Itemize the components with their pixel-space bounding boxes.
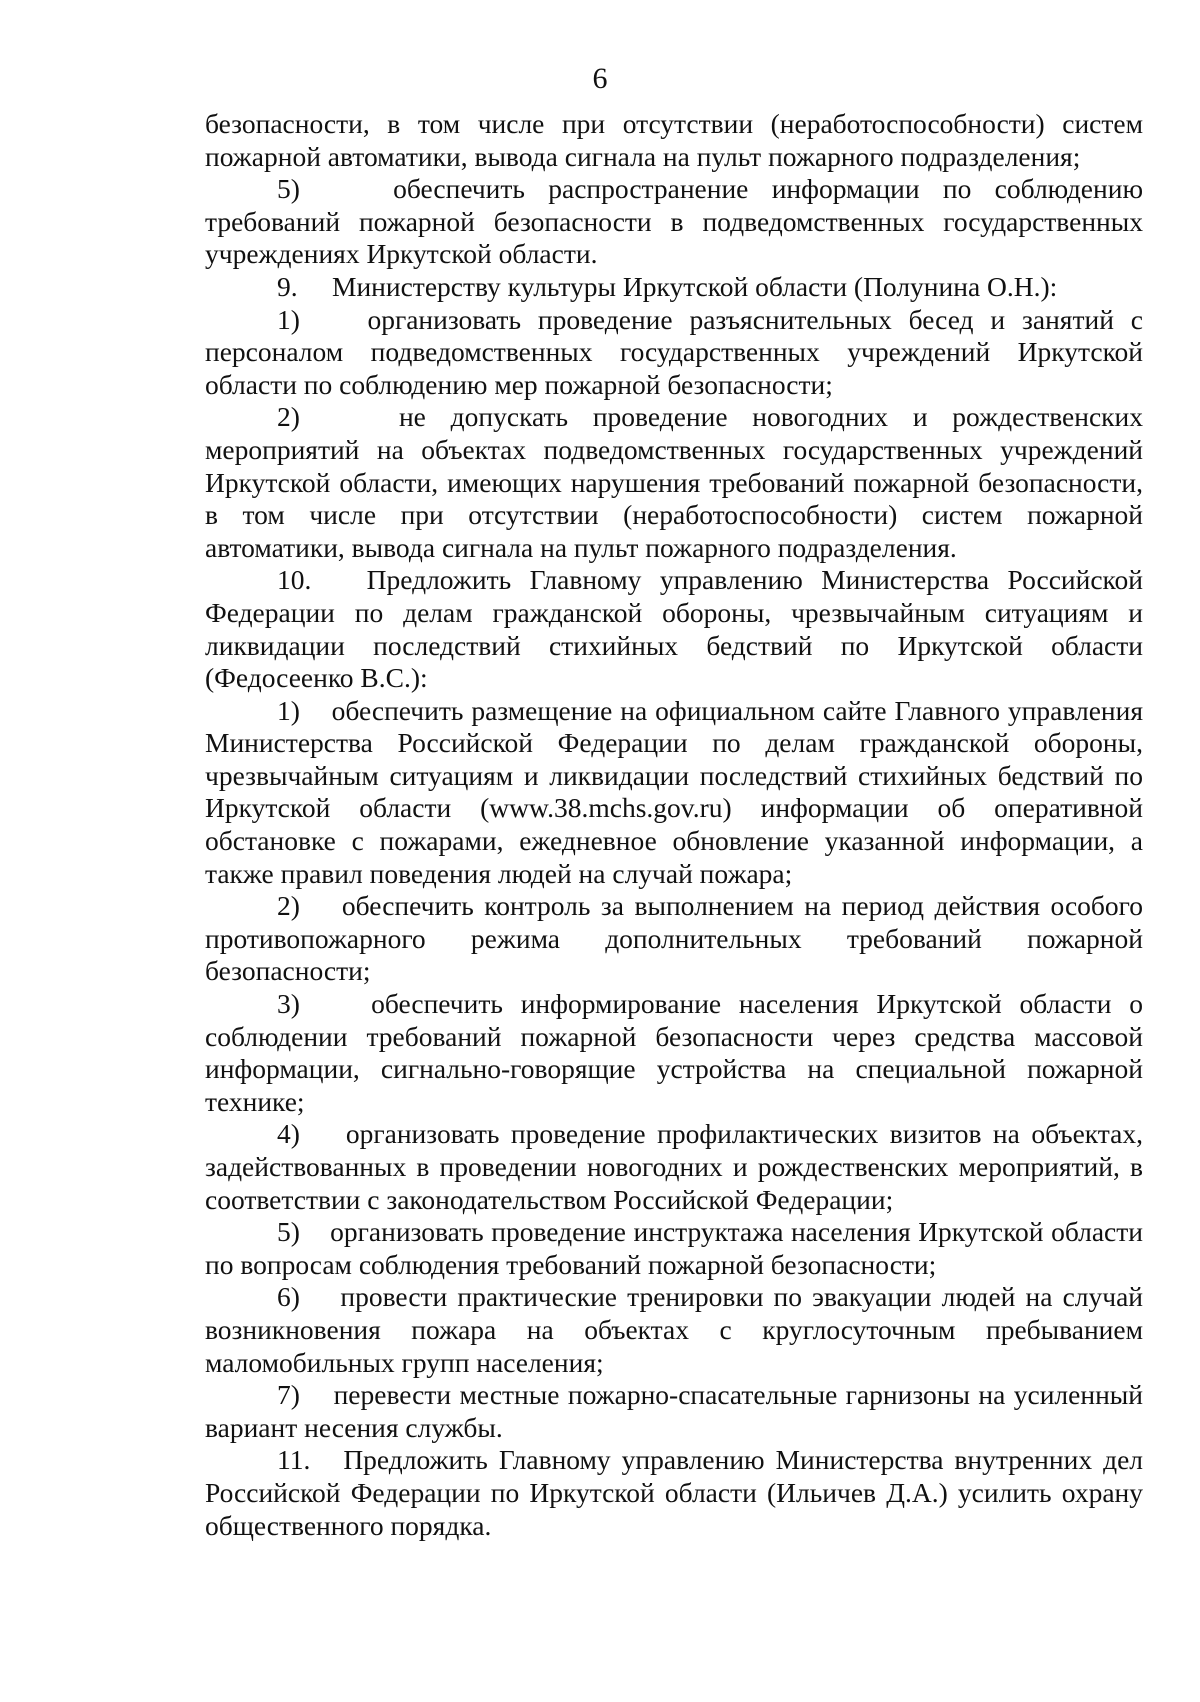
paragraph-continuation: безопасности, в том числе при отсутствии (неработоспособности) систем пожарной автоматики, вывода сигнала на пульт пожарного подразделения;	[205, 108, 1143, 172]
paragraph-item-10-4: 4) организовать проведение профилактических визитов на объектах, задействованных в проведении новогодних и рождественских мероприятий, в соответствии с законодательством Российской Федерации;	[205, 1118, 1143, 1215]
paragraph-section-9-heading: 9. Министерству культуры Иркутской области (Полунина О.Н.):	[277, 270, 1058, 302]
paragraph-item-10-6: 6) провести практические тренировки по эвакуации людей на случай возникновения пожара на объектах с круглосуточным пребыванием маломобильных групп населения;	[205, 1281, 1143, 1378]
paragraph-item-9-2: 2) не допускать проведение новогодних и рождественских мероприятий на объектах подведомственных государственных учреждений Иркутской области, имеющих нарушения требований пожарной безопасности, в том числе при отсутствии (неработоспособности) систем пожарной автоматики, вывода сигнала на пульт пожарного подразделения.	[205, 401, 1143, 563]
paragraph-item-10-5: 5) организовать проведение инструктажа населения Иркутской области по вопросам соблюдения требований пожарной безопасности;	[205, 1216, 1143, 1280]
paragraph-item-10-7: 7) перевести местные пожарно-спасательные гарнизоны на усиленный вариант несения службы.	[205, 1379, 1143, 1443]
paragraph-item-9-1: 1) организовать проведение разъяснительных бесед и занятий с персоналом подведомственных государственных учреждений Иркутской области по соблюдению мер пожарной безопасности;	[205, 303, 1143, 400]
paragraph-item-10-3: 3) обеспечить информирование населения Иркутской области о соблюдении требований пожарной безопасности через средства массовой информации, сигнально-говорящие устройства на специальной пожарной технике;	[205, 988, 1143, 1117]
paragraph-item-10-2: 2) обеспечить контроль за выполнением на период действия особого противопожарного режима дополнительных требований пожарной безопасности;	[205, 890, 1143, 987]
paragraph-section-11: 11. Предложить Главному управлению Министерства внутренних дел Российской Федерации по Иркутской области (Ильичев Д.А.) усилить охрану общественного порядка.	[205, 1444, 1143, 1541]
paragraph-section-10-heading: 10. Предложить Главному управлению Министерства Российской Федерации по делам гражданской обороны, чрезвычайным ситуациям и ликвидации последствий стихийных бедствий по Иркутской области (Федосеенко В.С.):	[205, 564, 1143, 694]
document-body	[205, 108, 1143, 1542]
page-number: 6	[592, 62, 608, 95]
paragraph-item-5-distribution: 5) обеспечить распространение информации по соблюдению требований пожарной безопасности в подведомственных государственных учреждениях Иркутской области.	[205, 173, 1143, 270]
paragraph-item-10-1: 1) обеспечить размещение на официальном сайте Главного управления Министерства Российской Федерации по делам гражданской обороны, чрезвычайным ситуациям и ликвидации последствий стихийных бедствий по Иркутской области (www.38.mchs.gov.ru) информации об оперативной обстановке с пожарами, ежедневное обновление указанной информации, а также правил поведения людей на случай пожара;	[205, 694, 1143, 889]
